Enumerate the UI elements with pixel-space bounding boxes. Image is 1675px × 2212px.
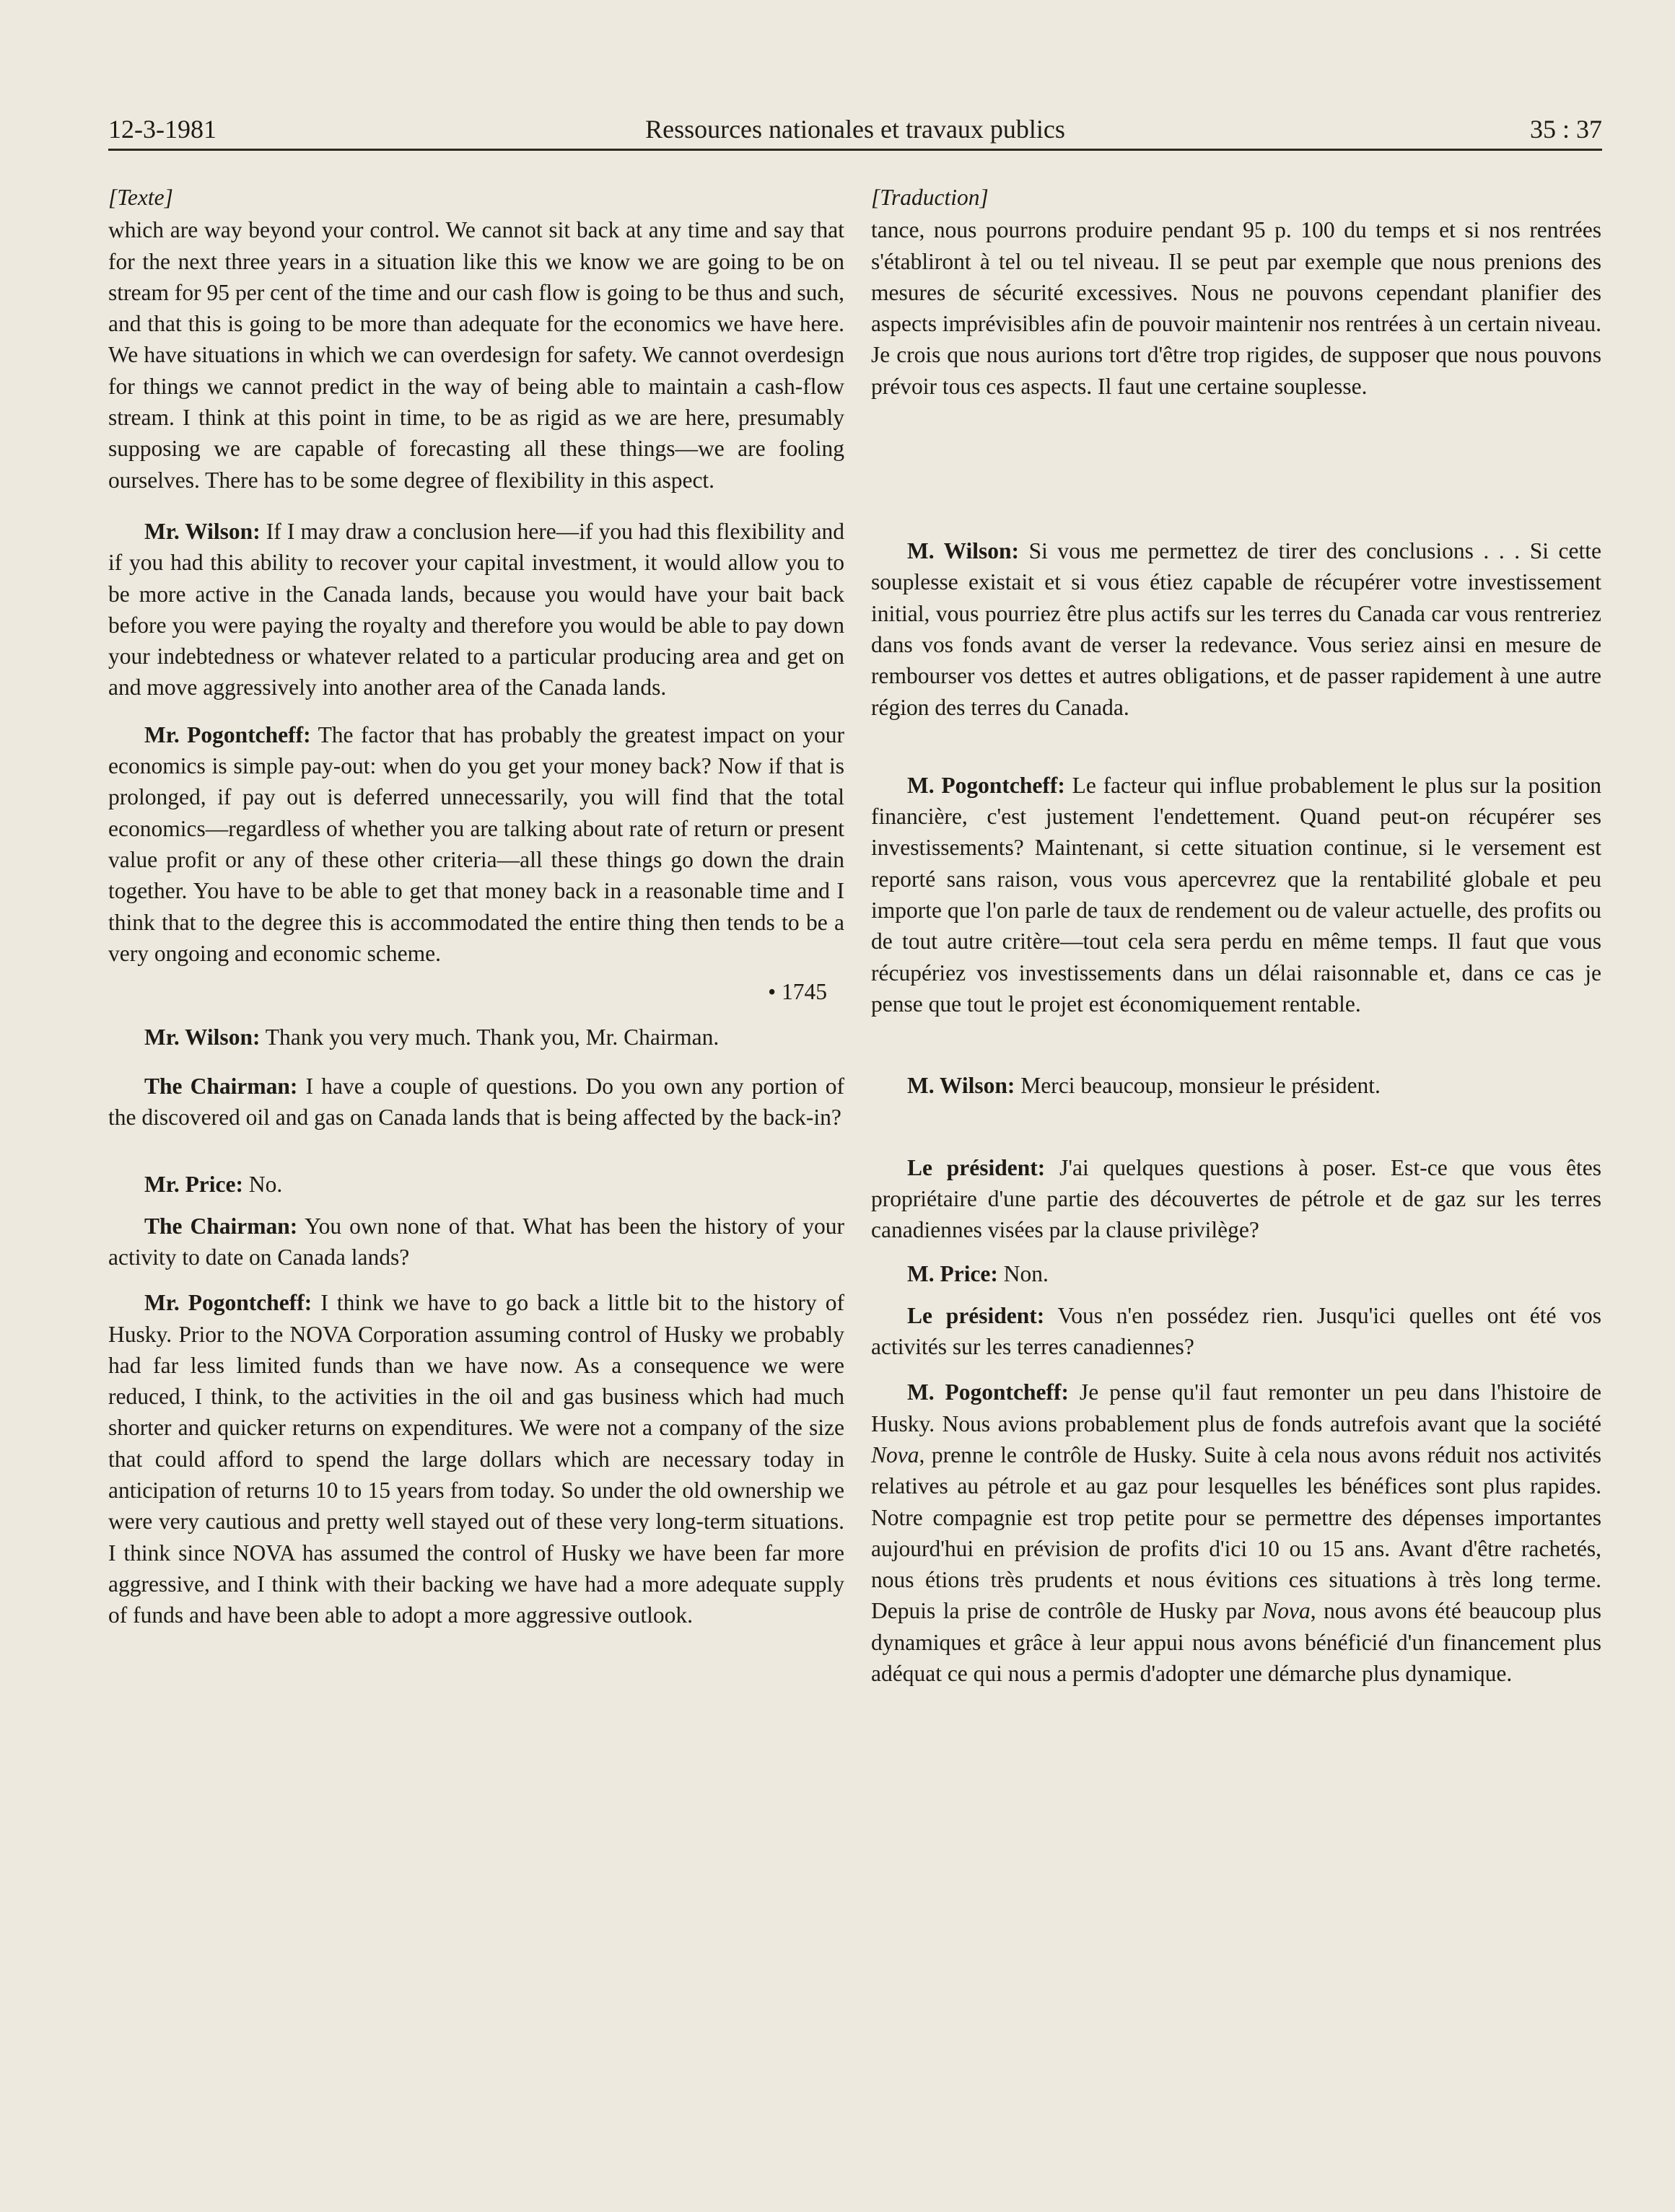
speaker-name: Le président: [907, 1302, 1045, 1328]
speech-text: You own none of that. What has been the history of your activity to date on Canada lands? [108, 1213, 844, 1270]
header-page-number: 35 : 37 [1529, 115, 1602, 144]
speaker-name: M. Wilson: [907, 1073, 1015, 1099]
column-tag: [Traduction] [871, 185, 989, 210]
speech-text: Le facteur qui influe probablement le plus sur la position financière, c'est justement l'endettement. Quand peut-on récupérer ses investissements? Maintenant, si cette situation continue, si le versement est reporté sans raison, vous vous apercevrez que la rentabilité globale et peu importe que l'on parle de taux de rendement ou de valeur actuelle, des profits ou de tout autre critère—tout cela sera perdu en même temps. Il faut que vous récupériez vos investissements dans un délai raisonnable et, dans ce cas je pense que tout le projet est économiquement rentable. [871, 772, 1601, 1017]
paragraph [108, 1071, 844, 1133]
paragraph: tance, nous pourrons produire pendant 95 p. 100 du temps et si nos rentrées s'établiront à tel ou tel niveau. Il se peut par exemple que nous prenions des mesures de sécurité excessives. Nous ne pouvons cependant planifier des aspects imprévisibles afin de pouvoir maintenir nos rentrées à un certain niveau. Je crois que nous aurions tort d'être trop rigides, de supposer que nous pouvons prévoir tous ces aspects. Il faut une certaine souplesse. [871, 217, 1601, 399]
french-column [871, 182, 1601, 1709]
paragraph [871, 1152, 1601, 1246]
speech-text: , nous avons été beaucoup plus dynamiques et grâce à leur appui nous avons bénéficié d'un financement plus adéquat ce qui nous a permis d'adopter une démarche plus dynamique. [871, 1598, 1601, 1686]
speaker-name: Mr. Wilson: [144, 1024, 261, 1050]
speaker-name: M. Pogontcheff: [907, 772, 1065, 798]
paragraph [108, 1211, 844, 1273]
paragraph: which are way beyond your control. We cannot sit back at any time and say that for the next three years in a situation like this we know we are going to be on stream for 95 per cent of the time and our cash flow is going to be thus and such, and that this is going to be more than adequate for the economics we have here. We have situations in which we can overdesign for safety. We cannot overdesign for things we cannot predict in the way of being able to maintain a cash-flow stream. I think at this point in time, to be as rigid as we are here, presumably supposing we are capable of forecasting all these things—we are fooling ourselves. There has to be some degree of flexibility in this aspect. [108, 217, 844, 493]
speaker-name: The Chairman: [144, 1073, 298, 1099]
paragraph [108, 1287, 844, 1631]
speech-text: I think we have to go back a little bit to the history of Husky. Prior to the NOVA Corporation assuming control of Husky we probably had far less limited funds than we have now. As a consequence we were reduced, I think, to the activities in the oil and gas business which had much shorter and quicker returns on expenditures. We were not a company of the size that could afford to spend the large dollars which are necessary today in anticipation of returns 10 to 15 years from today. So under the old ownership we were very cautious and pretty well stayed out of these very long-term situations. I think since NOVA has assumed the control of Husky we have been far more aggressive, and I think with their backing we have had a more adequate supply of funds and have been able to adopt a more aggressive outlook. [108, 1290, 844, 1628]
company-name: Nova [871, 1441, 919, 1467]
speech-text: Merci beaucoup, monsieur le président. [1015, 1073, 1381, 1099]
speaker-name: Mr. Pogontcheff: [144, 1290, 312, 1316]
speaker-name: M. Price: [907, 1261, 998, 1287]
paragraph [108, 1169, 844, 1200]
paragraph [108, 1022, 844, 1053]
speaker-name: M. Pogontcheff: [907, 1379, 1069, 1405]
paragraph [871, 535, 1601, 723]
speech-text: Non. [997, 1261, 1049, 1287]
english-column [108, 182, 844, 1651]
speaker-name: Mr. Wilson: [144, 518, 261, 544]
speech-text: Thank you very much. Thank you, Mr. Chairman. [260, 1024, 720, 1050]
paragraph [871, 1070, 1601, 1101]
speech-text: No. [243, 1172, 283, 1198]
paragraph [108, 516, 844, 703]
paragraph [871, 1300, 1601, 1363]
speaker-name: Mr. Pogontcheff: [144, 721, 311, 747]
speaker-name: M. Wilson: [907, 538, 1020, 564]
speaker-name: The Chairman: [144, 1213, 298, 1239]
speech-text: I have a couple of questions. Do you own any portion of the discovered oil and gas on Canada lands that is being affected by the back-in? [108, 1073, 844, 1131]
header-title: Ressources nationales et travaux publics [645, 115, 1065, 144]
header-date: 12-3-1981 [108, 115, 217, 144]
speech-text: If I may draw a conclusion here—if you had this flexibility and if you had this ability to recover your capital investment, it would allow you to be more active in the Canada lands, because you would have your bait back before you were paying the royalty and therefore you would be able to pay down your indebtedness or whatever related to a particular producing area and get on and move aggressively into another area of the Canada lands. [108, 518, 844, 701]
paragraph [871, 1258, 1601, 1289]
page-header [108, 108, 1602, 151]
paragraph [871, 1377, 1601, 1689]
column-tag: [Texte] [108, 185, 173, 210]
speaker-name: Le président: [907, 1154, 1046, 1180]
speech-text: Vous n'en possédez rien. Jusqu'ici quelles ont été vos activités sur les terres canadiennes? [871, 1302, 1602, 1360]
speech-text: J'ai quelques questions à poser. Est-ce que vous êtes propriétaire d'une partie des découvertes de pétrole et de gaz sur les terres canadiennes visées par la clause privilège? [871, 1154, 1602, 1243]
speech-text: Si vous me permettez de tirer des conclusions . . . Si cette souplesse existait et si vous étiez capable de récupérer votre investissement initial, vous pourriez être plus actifs sur les terres du Canada car vous rentreriez dans vos fonds avant de verser la redevance. Vous seriez ainsi en mesure de rembourser vos dettes et autres obligations, et de passer rapidement à une autre région des terres du Canada. [871, 538, 1601, 720]
speech-text: Je pense qu'il faut remonter un peu dans l'histoire de Husky. Nous avions probablement plus de fonds autrefois avant que la société [871, 1379, 1602, 1436]
time-marker: • 1745 [768, 979, 827, 1005]
speech-text: , prenne le contrôle de Husky. Suite à cela nous avons réduit nos activités relatives au pétrole et au gaz pour lesquelles les bénéfices sont plus rapides. Notre compagnie est trop petite pour se permettre des dépenses importantes aujourd'hui en prévision de profits d'ici 10 ou 15 ans. Avant d'être rachetés, nous étions très prudents et nous évitions ces situations à très long terme. Depuis la prise de contrôle de Husky par [871, 1441, 1601, 1624]
paragraph [871, 770, 1601, 1019]
speaker-name: Mr. Price: [144, 1172, 243, 1198]
paragraph [108, 719, 844, 969]
company-name: Nova [1262, 1598, 1311, 1624]
speech-text: The factor that has probably the greatest impact on your economics is simple pay-out: when do you get your money back? Now if that is prolonged, if pay out is deferred unnecessarily, you will find that the total economics—regardless of whether you are talking about rate of return or present value profit or any of these other criteria—all these things go down the drain together. You have to be able to get that money back in a reasonable time and I think that to the degree this is accommodated the entire thing then tends to be a very ongoing and economic scheme. [108, 721, 844, 966]
